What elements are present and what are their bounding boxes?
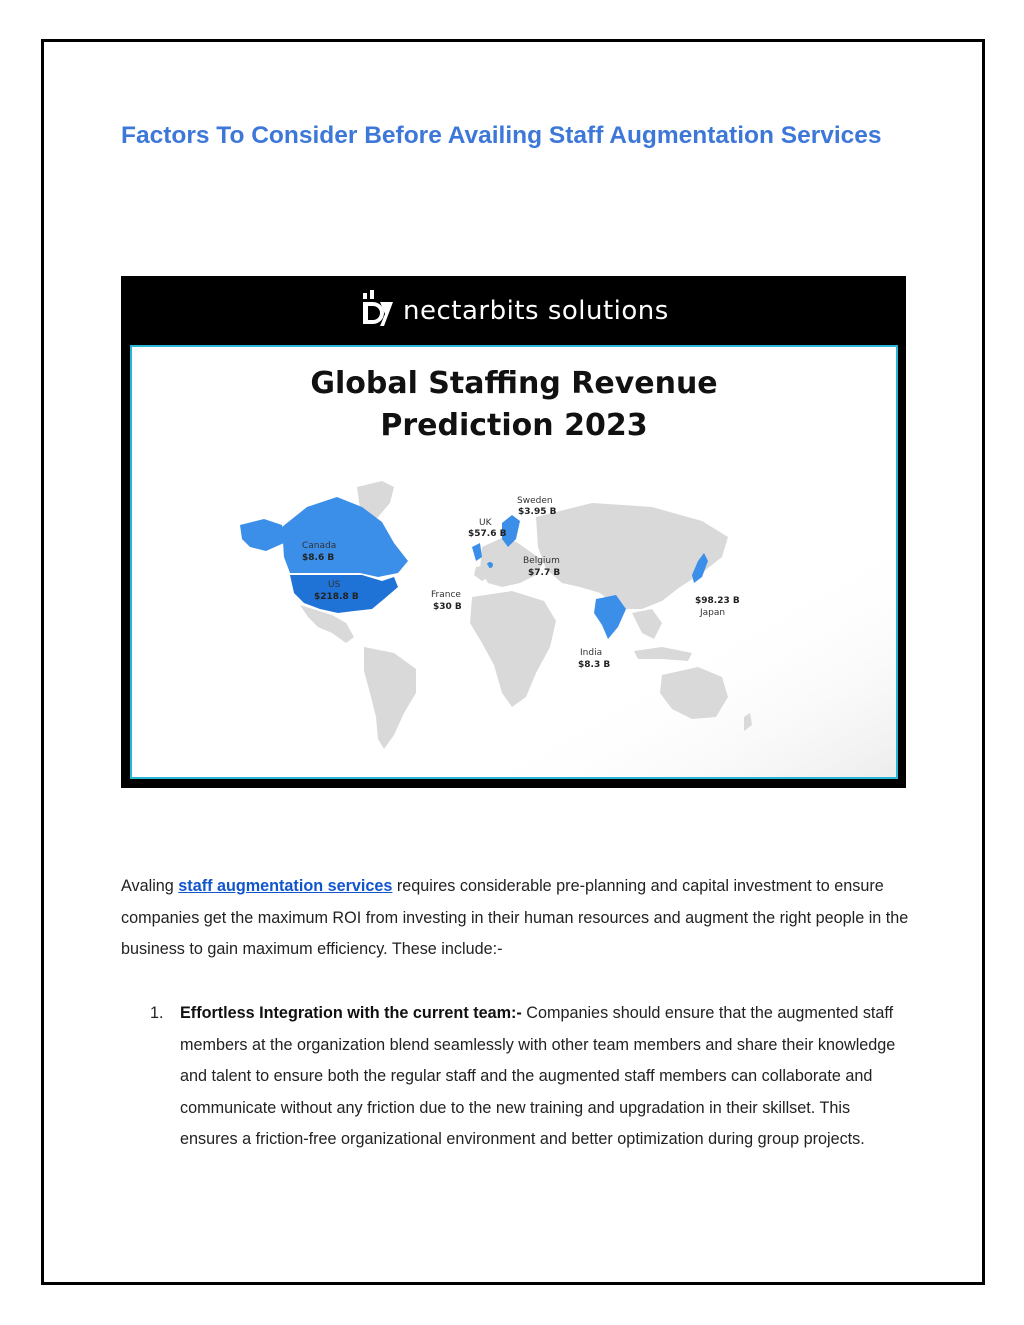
- intro-before-link: Avaling: [121, 877, 179, 895]
- world-map: [132, 347, 896, 777]
- logo-text: nectarbits solutions: [403, 296, 669, 326]
- intro-paragraph: [121, 871, 911, 966]
- label-us-name: US: [328, 580, 341, 590]
- label-us-value: $218.8 B: [314, 592, 359, 602]
- label-japan-name: Japan: [700, 608, 726, 618]
- logo-row: [121, 276, 906, 346]
- label-uk-name: UK: [479, 518, 492, 528]
- label-japan-value: $98.23 B: [695, 596, 740, 606]
- list-item-number: 1.: [150, 1004, 164, 1022]
- nectarbits-logo-icon: [361, 290, 397, 330]
- label-india-value: $8.3 B: [578, 660, 611, 670]
- label-sweden-name: Sweden: [517, 496, 553, 506]
- label-belgium-value: $7.7 B: [528, 568, 561, 578]
- label-uk-value: $57.6 B: [468, 529, 507, 539]
- document-title: Factors To Consider Before Availing Staff Augmentation Services: [121, 122, 882, 149]
- label-belgium-name: Belgium: [523, 556, 560, 566]
- label-canada-name: Canada: [302, 541, 337, 551]
- list-item-text: Companies should ensure that the augmented staff members at the organization blend seamlessly with other team members and share their knowledge and talent to ensure both the regular staff and the augmented staff members can collaborate and communicate without any friction due to the new training and upgradation in their skillset. This ensures a friction-free organizational environment and better optimization during group projects.: [180, 1004, 896, 1148]
- label-sweden-value: $3.95 B: [518, 507, 557, 517]
- list-item-heading: Effortless Integration with the current team:-: [180, 1004, 522, 1022]
- label-france-name: France: [431, 590, 461, 600]
- label-canada-value: $8.6 B: [302, 553, 335, 563]
- label-india-name: India: [580, 648, 603, 658]
- factors-list: [121, 998, 911, 1156]
- map-panel: [130, 345, 898, 779]
- staff-augmentation-link[interactable]: staff augmentation services: [178, 877, 393, 895]
- intro-after-link: requires considerable pre-planning and capital investment to ensure companies get the maximum ROI from investing in their human resources and augment the right people in the business to gain maximum efficiency. These include:-: [121, 877, 909, 958]
- list-item: [121, 998, 911, 1156]
- label-france-value: $30 B: [433, 602, 462, 612]
- infographic-banner: [121, 276, 906, 788]
